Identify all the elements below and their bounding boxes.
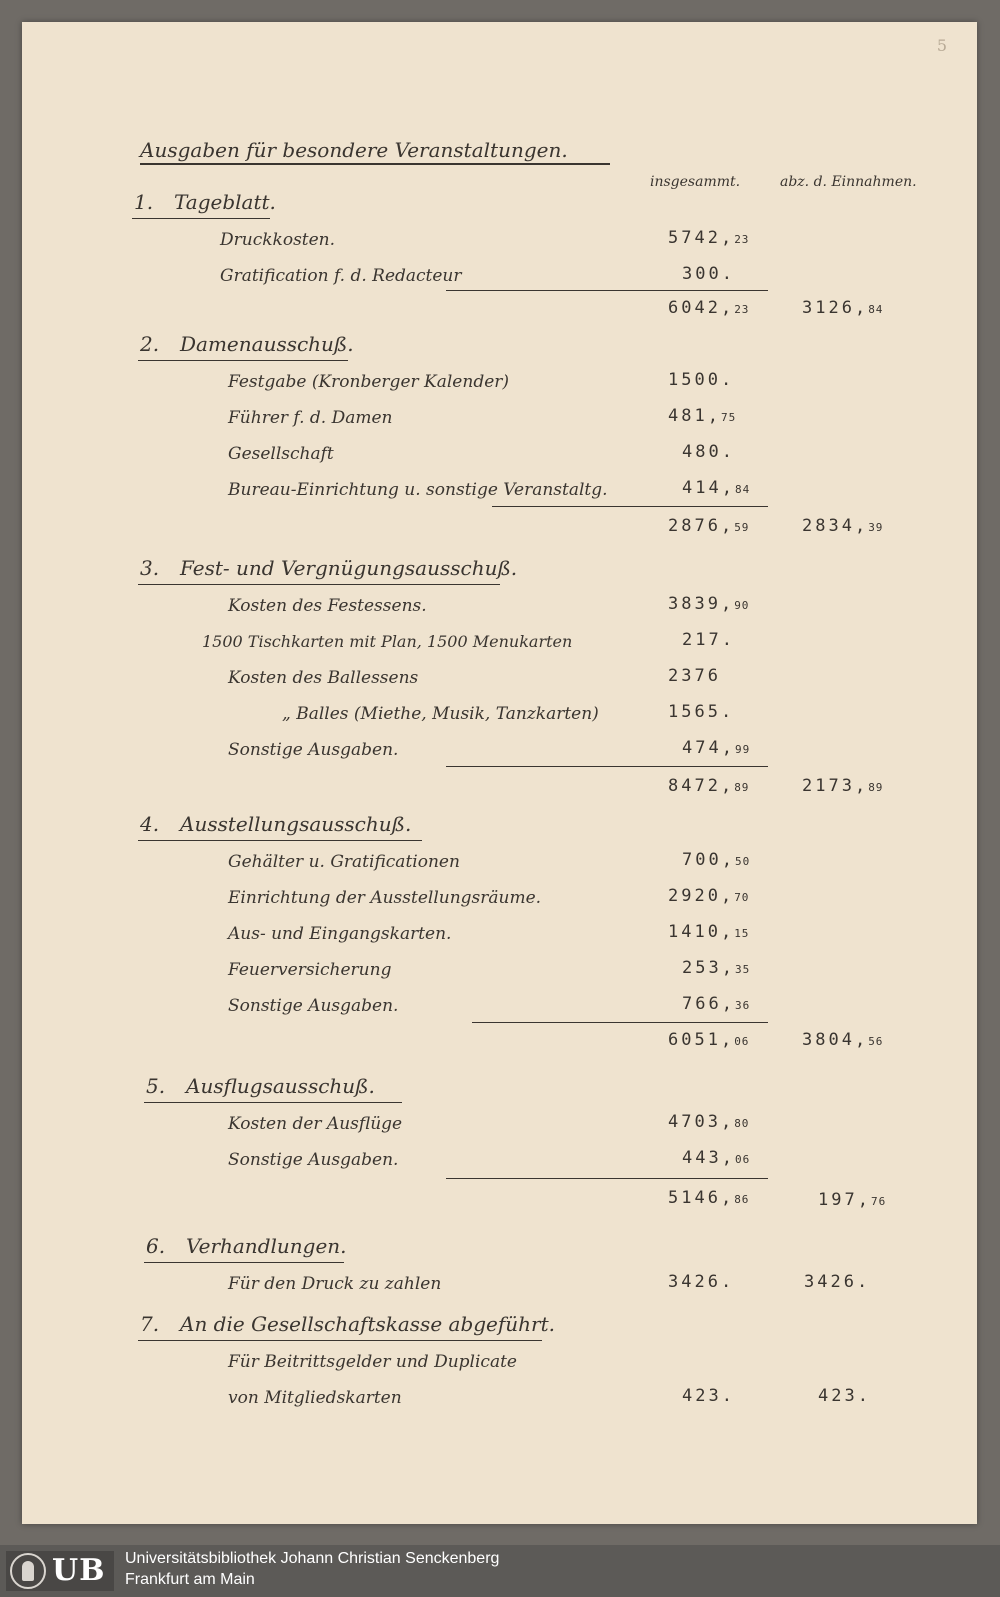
section-3-item-2-amount-main: 217. [682,630,735,650]
section-5-total-main: 5146, [668,1188,735,1208]
section-3-item-5-amount [682,738,750,758]
section-4-item-1-label: Gehälter u. Gratificationen [228,852,460,872]
column-head-net: abz. d. Einnahmen. [780,174,917,190]
section-4-item-5-amount-cents: 36 [734,999,751,1012]
section-3-net-main: 2173, [802,776,869,796]
section-3-item-5-amount-cents: 99 [734,743,751,756]
section-5-total [668,1188,749,1208]
section-4-item-3-amount-main: 1410, [668,922,735,942]
section-3-title: Fest- und Vergnügungsausschuß. [180,556,518,580]
ub-logo-text: UB [52,1553,106,1588]
section-5-sum-rule [446,1178,768,1179]
section-4-item-4-amount-main: 253, [682,958,735,978]
section-3-item-5-label: Sonstige Ausgaben. [228,740,399,760]
section-5-item-2-label: Sonstige Ausgaben. [228,1150,399,1170]
footer-institution-city: Frankfurt am Main [125,1571,255,1588]
section-4-title: Ausstellungsausschuß. [180,812,412,836]
section-2-net [802,516,883,536]
section-3-number: 3. [140,556,160,580]
section-2-item-2-amount-cents: 75 [720,411,737,424]
section-4-total-cents: 06 [734,1035,750,1048]
section-1-net-main: 3126, [802,298,869,318]
section-4-item-2-amount [668,886,749,906]
section-2-item-2-label: Führer f. d. Damen [228,408,393,428]
section-5-title: Ausflugsausschuß. [186,1074,375,1098]
section-1-underline [132,218,270,219]
section-3-net [802,776,883,796]
section-4-item-5-label: Sonstige Ausgaben. [228,996,399,1016]
section-2-item-4-amount-main: 414, [682,478,735,498]
section-6-heading [146,1234,347,1258]
section-1-item-2-label: Gratification f. d. Redacteur [220,266,462,286]
section-2-item-2-amount-main: 481, [668,406,721,426]
section-3-item-3-amount [668,666,721,686]
section-6-item-1-amount [668,1272,734,1292]
section-1-item-2-amount [682,264,735,284]
ub-logo[interactable] [6,1551,114,1591]
section-5-item-1-amount-main: 4703, [668,1112,735,1132]
section-2-item-3-label: Gesellschaft [228,444,334,464]
section-2-net-cents: 39 [868,521,884,534]
section-2-title: Damenausschuß. [180,332,354,356]
section-5-item-2-amount [682,1148,750,1168]
section-5-item-1-amount [668,1112,749,1132]
section-4-total [668,1030,749,1050]
section-4-item-3-amount-cents: 15 [734,927,750,940]
section-3-item-4-amount [668,702,734,722]
section-4-item-2-label: Einrichtung der Ausstellungsräume. [228,888,542,908]
section-4-item-4-amount-cents: 35 [734,963,751,976]
page-title: Ausgaben für besondere Veranstaltungen. [140,138,568,162]
section-5-net-main: 197, [818,1190,871,1210]
section-1-item-1-label: Druckkosten. [220,230,336,250]
section-5-underline [144,1102,402,1103]
seal-icon [10,1553,46,1589]
section-2-net-main: 2834, [802,516,869,536]
section-3-item-2-label: 1500 Tischkarten mit Plan, 1500 Menukarten [202,632,573,651]
section-4-item-3-label: Aus- und Eingangskarten. [228,924,452,944]
section-5-net [818,1190,886,1210]
section-6-net [804,1272,870,1292]
section-3-net-cents: 89 [868,781,884,794]
section-2-item-4-amount [682,478,750,498]
section-5-total-cents: 86 [734,1193,750,1206]
section-1-title: Tageblatt. [174,190,276,214]
section-4-item-5-amount-main: 766, [682,994,735,1014]
section-3-item-1-amount [668,594,749,614]
section-4-item-2-amount-cents: 70 [734,891,750,904]
section-7-underline [138,1340,542,1341]
section-2-sum-rule [492,506,768,507]
section-1-number: 1. [134,190,154,214]
section-2-item-4-amount-cents: 84 [734,483,751,496]
section-1-total-cents: 23 [734,303,750,316]
section-6-underline [144,1262,344,1263]
section-6-net-main: 3426. [804,1272,871,1292]
section-1-total-main: 6042, [668,298,735,318]
section-6-title: Verhandlungen. [186,1234,347,1258]
column-head-total: insgesammt. [650,174,741,190]
section-4-number: 4. [140,812,160,836]
section-1-item-2-amount-main: 300. [682,264,735,284]
section-5-item-1-amount-cents: 80 [734,1117,750,1130]
section-3-item-3-label: Kosten des Ballessens [228,668,419,688]
section-7-number: 7. [140,1312,160,1336]
section-1-item-1-amount [668,228,749,248]
section-4-sum-rule [472,1022,768,1023]
section-4-item-4-label: Feuerversicherung [228,960,392,980]
section-2-item-1-amount [668,370,734,390]
section-3-item-4-label: „ Balles (Miethe, Musik, Tanzkarten) [282,704,599,724]
section-5-heading [146,1074,375,1098]
section-7-item-2-label: von Mitgliedskarten [228,1388,402,1408]
document-page [22,22,977,1524]
section-7-net [818,1386,871,1406]
section-5-net-cents: 76 [870,1195,887,1208]
section-4-item-3-amount [668,922,749,942]
section-2-total-cents: 59 [734,521,750,534]
section-7-item-2-amount-main: 423. [682,1386,735,1406]
section-4-item-2-amount-main: 2920, [668,886,735,906]
section-6-number: 6. [146,1234,166,1258]
section-2-item-4-label: Bureau-Einrichtung u. sonstige Veranstaltg. [228,480,608,500]
section-3-item-1-amount-cents: 90 [734,599,750,612]
section-5-number: 5. [146,1074,166,1098]
section-2-item-1-label: Festgabe (Kronberger Kalender) [228,372,510,392]
section-4-item-4-amount [682,958,750,978]
section-4-item-1-amount-cents: 50 [734,855,751,868]
section-3-sum-rule [446,766,768,767]
section-2-underline [138,360,348,361]
section-2-item-2-amount [668,406,736,426]
section-1-sum-rule [446,290,768,291]
section-6-item-1-label: Für den Druck zu zahlen [228,1274,442,1294]
section-2-total-main: 2876, [668,516,735,536]
section-2-total [668,516,749,536]
library-footer [0,1545,1000,1597]
section-4-item-1-amount-main: 700, [682,850,735,870]
section-3-underline [138,584,500,585]
section-7-title: An die Gesellschaftskasse abgeführt. [180,1312,555,1336]
section-1-net-cents: 84 [868,303,884,316]
section-4-total-main: 6051, [668,1030,735,1050]
section-7-heading [140,1312,555,1336]
section-5-item-2-amount-cents: 06 [734,1153,751,1166]
section-3-item-1-amount-main: 3839, [668,594,735,614]
footer-institution-name: Universitätsbibliothek Johann Christian Senckenberg [125,1550,500,1567]
section-4-heading [140,812,411,836]
section-7-item-2-amount [682,1386,735,1406]
section-4-net [802,1030,883,1050]
section-1-item-1-amount-cents: 23 [734,233,750,246]
section-4-net-cents: 56 [868,1035,884,1048]
section-3-heading [140,556,517,580]
section-4-item-1-amount [682,850,750,870]
section-1-item-1-amount-main: 5742, [668,228,735,248]
section-1-total [668,298,749,318]
section-3-total-cents: 89 [734,781,750,794]
section-1-heading [134,190,276,214]
title-underline [140,163,610,165]
section-4-net-main: 3804, [802,1030,869,1050]
section-5-item-2-amount-main: 443, [682,1148,735,1168]
section-5-item-1-label: Kosten der Ausflüge [228,1114,403,1134]
section-2-item-1-amount-main: 1500. [668,370,735,390]
section-7-net-main: 423. [818,1386,871,1406]
section-2-heading [140,332,354,356]
section-6-item-1-amount-main: 3426. [668,1272,735,1292]
section-2-item-3-amount [682,442,735,462]
section-7-item-1-label: Für Beitrittsgelder und Duplicate [228,1352,517,1372]
section-3-item-1-label: Kosten des Festessens. [228,596,427,616]
section-3-item-4-amount-main: 1565. [668,702,735,722]
section-3-item-3-amount-main: 2376 [668,666,721,686]
section-3-total-main: 8472, [668,776,735,796]
section-1-net [802,298,883,318]
page-number: 5 [936,36,947,55]
section-3-item-5-amount-main: 474, [682,738,735,758]
section-2-item-3-amount-main: 480. [682,442,735,462]
section-3-total [668,776,749,796]
section-2-number: 2. [140,332,160,356]
section-3-item-2-amount [682,630,735,650]
section-4-item-5-amount [682,994,750,1014]
section-4-underline [138,840,422,841]
